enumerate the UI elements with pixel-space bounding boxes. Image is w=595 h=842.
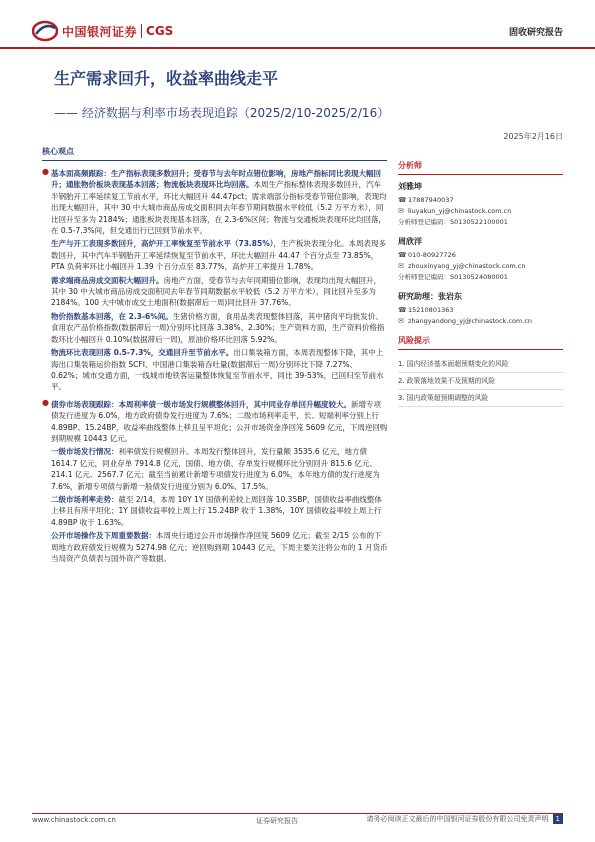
analyst-card	[398, 236, 563, 283]
paragraph	[51, 446, 388, 492]
analyst-phone-line	[398, 250, 563, 261]
report-title: 生产需求回升，收益率曲线走平	[54, 69, 279, 88]
paragraph	[51, 238, 388, 272]
paragraph-highlight: 物流环比表现回落 0.5-7.3%，交通回升至节前水平。	[51, 348, 234, 358]
analyst-reg: 分析师登记编码：S0130522100001	[398, 218, 508, 226]
page-number: 1	[553, 814, 563, 824]
brand-separator	[141, 24, 142, 38]
paragraph-text: 生猪价格方面，食用品类表现整体回落，其中猪肉平均批发价、食用农产品价格指数(数据滞后一周)分别环比回落 3.38%、2.30%；生产资料方面，生产资料价格指数环比小幅回升 0.10%(数据滞后一周)，原油价格环比回落 5.92%。	[51, 311, 385, 344]
paragraph-highlight: 债券市场表现跟踪：本周利率债一级市场发行规模整体回升，其中同业存单回升幅度较大。	[51, 399, 351, 409]
analyst-reg: 分析师登记编码：S0130524080001	[398, 273, 508, 281]
analyst-name: 刘雅坤	[398, 182, 422, 191]
brand-name-en: CGS	[146, 24, 174, 38]
paragraph-highlight: 公开市场操作及下周重要数据：	[51, 531, 156, 541]
paragraph	[51, 168, 388, 236]
email-icon: ✉	[398, 317, 404, 325]
analyst-name: 周欣洋	[398, 237, 422, 246]
analyst-email-line	[398, 316, 563, 327]
brand-mark-icon	[32, 20, 58, 42]
footer-label: 证券研究报告	[256, 817, 298, 825]
section-body	[51, 166, 388, 393]
bullet-icon: ●	[42, 397, 49, 407]
analyst-phone: 17887940037	[408, 196, 454, 204]
paragraph	[51, 311, 388, 345]
paragraph-highlight: 基本面高频跟踪：生产指标表现多数回升；受春节与去年时点错位影响，房地产指标同比表现大幅回升；通胀物价板块表现基本回落；物流板块表现环比均回落。	[51, 169, 381, 190]
sidebar	[398, 160, 563, 407]
email-icon: ✉	[398, 207, 404, 215]
paragraph-text: ，生产板块表现分化。本周表现多数回升，其中汽车半钢胎开工率延续恢复至节前水平，环比大幅回升 44.47 个百分点至 73.85%，PTA 负荷率环比小幅回升 1.39 个百分点至 83.77%，高炉开工率提升 1.78%。	[51, 239, 386, 272]
analyst-card	[398, 291, 563, 327]
risk-item: 1. 国内经济基本面超预期变化的风险	[398, 356, 563, 373]
analyst-email-line	[398, 261, 563, 272]
report-date: 2025年2月16日	[503, 132, 563, 141]
paragraph	[51, 399, 388, 445]
analyst-email[interactable]: zhangyandong_yj@chinastock.com.cn	[408, 317, 533, 325]
brand-name: 中国银河证券	[62, 24, 138, 39]
paragraph-text: 利率债发行规模回升。本周发行整体回升，发行量额 3535.6 亿元，地方债 1614.7 亿元，同业存单 7914.8 亿元，国债、地方债、存单发行规模环比分别回升 815.6 亿元、214.1 亿元、2567.7 亿元；截至当前累计新增专项债发行进度为 6.0%，本年地方债的发行进度为 7.6%，新增专项债与新增一般债发行进度分别为 6.0%、17.5%。	[51, 447, 380, 491]
risk-item: 3. 国内政策超预期调整的风险	[398, 390, 563, 407]
report-type: 固收研究报告	[508, 28, 563, 38]
paragraph-text: 房地产方面，受春节与去年同期错位影响，表现均出现大幅回升，其中 30 中大城市商品房成交面积同去年春节同期数据水平较低（5.2 万平方米），同比回升至多为 2184%。100 大中城市成交土地面积(数据滞后一周)同比回升 37.76%。	[51, 275, 381, 308]
paragraph-text: 本周央行通过公开市场操作净回笼 5609 亿元；截至 2/15 公布的下周地方政府债发行规模为 5274.98 亿元；逆回购到期 10443 亿元，下周主要关注将公布的 1 月货币当局资产负债表与国外资产等数据。	[51, 531, 388, 563]
main-content	[42, 166, 388, 568]
paragraph-highlight: 物价指数基本回落，在 2.3-6%间。	[51, 311, 173, 321]
analyst-email[interactable]: liuyakun_yj@chinastock.com.cn	[408, 207, 512, 215]
core-rule	[42, 160, 387, 161]
paragraph-highlight: 生产与开工表现多数回升，高炉开工率恢复至节前水平（73.85%）	[51, 239, 274, 249]
phone-icon: ☎	[398, 251, 407, 259]
footer-disclaimer-block	[367, 814, 563, 824]
bullet-icon: ●	[42, 167, 49, 176]
email-icon: ✉	[398, 262, 404, 270]
analyst-phone-line	[398, 195, 563, 206]
analysts-header: 分析师	[398, 160, 563, 175]
section-fundamentals	[42, 166, 388, 393]
footer-disclaimer: 请务必阅读正文最后的中国银河证券股份有限公司免责声明	[366, 815, 549, 823]
report-subtitle: —— 经济数据与利率市场表现追踪（2025/2/10-2025/2/16）	[54, 106, 390, 120]
analyst-reg-line	[398, 272, 563, 283]
phone-icon: ☎	[398, 196, 407, 204]
analyst-card	[398, 181, 563, 228]
section-body	[51, 397, 388, 565]
paragraph-text: 截至 2/14，本周 10Y 1Y 国债利差较上周回落 10.35BP，国债收益率曲线整体上移且有所平坦化；1Y 国债收益率较上周上行 15.24BP 收于 1.38%，10Y 国债收益率较上周上行 4.89BP 收于 1.63%。	[51, 494, 382, 527]
paragraph	[51, 494, 388, 528]
analyst-email-line	[398, 206, 563, 217]
analyst-phone-line	[398, 305, 563, 316]
core-views-label: 核心观点	[42, 147, 74, 156]
analyst-name: 研究助理：张岩东	[398, 292, 462, 301]
paragraph-text: 本周生产指标整体表现多数回升，汽车半钢胎开工率延续复工节前水平，环比大幅回升 44.47pct；需求端部分指标受春节错位影响，表现均出现大幅回升，其中 30 中大城市商品房成交面积同去年春节期间数据水平较低（5.2 万平方米），同比回升至多为 2184%；通胀板块表现基本回落，在 2.3-6%区间；物流与交通板块表现环比均回落，在 0.5-7.3%间，但交通出行已回到节前水平。	[51, 180, 387, 236]
paragraph-highlight: 一级市场发行情况：	[51, 447, 119, 457]
paragraph	[51, 275, 388, 309]
paragraph-highlight: 二级市场利率走势：	[51, 494, 119, 504]
brand-logo	[32, 18, 173, 44]
header-rule	[0, 47, 595, 49]
analyst-email[interactable]: zhouxinyang_yj@chinastock.com.cn	[408, 262, 526, 270]
analyst-reg-line	[398, 217, 563, 228]
risk-header: 风险提示	[398, 335, 563, 350]
footer-url[interactable]: www.chinastock.com.cn	[32, 816, 116, 824]
paragraph	[51, 530, 388, 564]
paragraph-text: 新增专项债发行进度为 6.0%，地方政府债券发行进度为 7.6%；二级市场利率走平，长、短端利率分别上行 4.89BP、15.24BP，收益率曲线整体上移且呈平坦化；公开市场资金净回笼 5609 亿元，下周逆回购到期规模 10443 亿元。	[51, 399, 388, 443]
paragraph-text: 出口集装箱方面，本周表现整体下降，其中上海出口集装箱运价指数 SCFI、中国港口集装箱吞吐量(数据滞后一周)分别环比下降 7.27%、0.62%；城市交通方面，一线城市地铁客运量整体恢复至节前水平，同比 39-53%，已回归至节前水平。	[51, 348, 384, 392]
analyst-phone: 010-80927726	[408, 251, 456, 259]
paragraph	[51, 347, 388, 393]
section-bond-market	[42, 397, 388, 565]
risk-item: 2. 政策落地效果不及预期的风险	[398, 373, 563, 390]
phone-icon: ☎	[398, 306, 407, 314]
analyst-phone: 15210801363	[408, 306, 454, 314]
paragraph-highlight: 需求端商品房成交面积大幅回升。	[51, 275, 164, 285]
